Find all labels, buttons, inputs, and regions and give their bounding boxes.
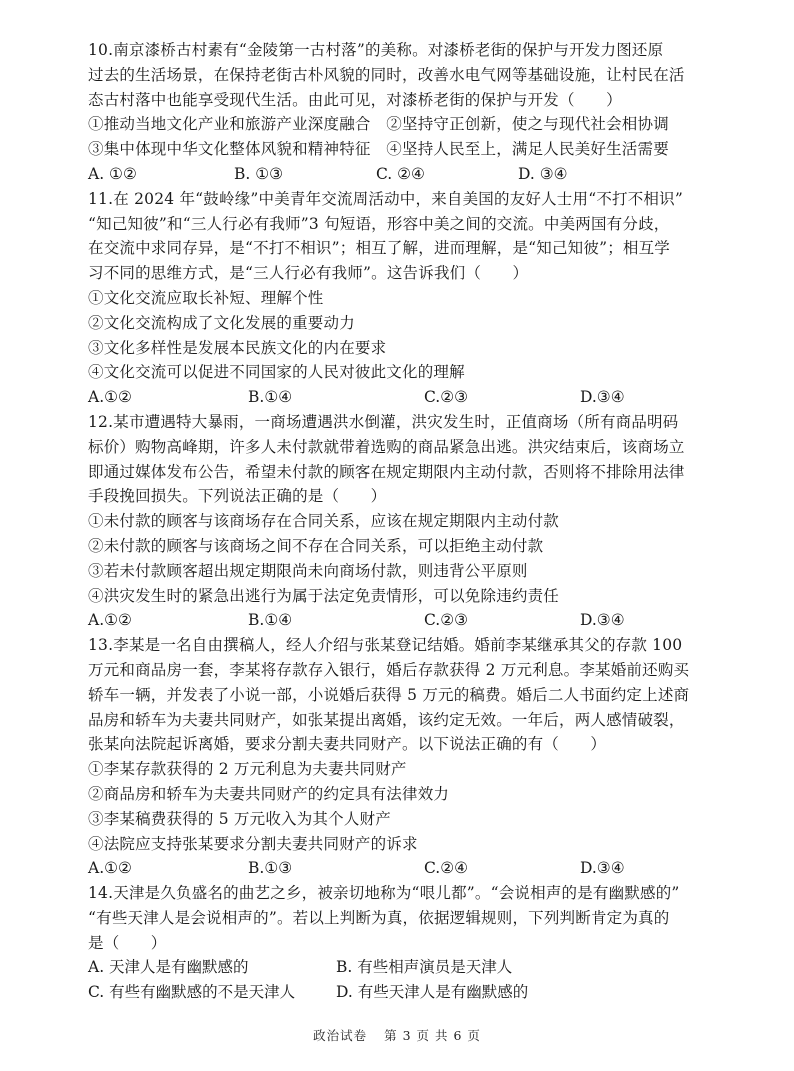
statement-line: ②文化交流构成了文化发展的重要动力 — [88, 313, 355, 332]
option-d: D. 有些天津人是有幽默感的 — [336, 983, 529, 1002]
statement-line: ④法院应支持张某要求分割夫妻共同财产的诉求 — [88, 834, 418, 853]
question-text-line: 10.南京漆桥古村素有“金陵第一古村落”的美称。对漆桥老街的保护与开发力图还原 — [88, 41, 664, 59]
answer-options — [88, 856, 728, 881]
question-text-line: 14.天津是久负盛名的曲艺之乡，被亲切地称为“哏儿都”。“会说相声的是有幽默感的” — [88, 884, 680, 903]
answer-options — [88, 385, 728, 410]
statement-line: ③文化多样性是发展本民族文化的内在要求 — [88, 338, 387, 357]
question-text-line: “有些天津人是会说相声的”。若以上判断为真，依据逻辑规则，下列判断肯定为真的 — [88, 908, 670, 927]
question-14 — [88, 881, 728, 1005]
option-b: B.①③ — [248, 859, 293, 878]
option-a: A. ①② — [88, 164, 137, 183]
option-a: A. 天津人是有幽默感的 — [88, 958, 249, 977]
statement-line: ②未付款的顾客与该商场之间不存在合同关系，可以拒绝主动付款 — [88, 536, 544, 555]
statement-line: ①推动当地文化产业和旅游产业深度融合 ②坚持守正创新，使之与现代社会相协调 — [88, 115, 669, 134]
question-text-line: 12.某市遭遇特大暴雨，一商场遭遇洪水倒灌，洪灾发生时，正值商场（所有商品明码 — [88, 412, 679, 431]
question-text-line: 过去的生活场景，在保持老街古朴风貌的同时，改善水电气网等基础设施，让村民在活 — [88, 65, 685, 84]
question-text-line: 即通过媒体发布公告，希望未付款的顾客在规定期限内主动付款，否则将不排除用法律 — [88, 462, 685, 481]
option-c: C.②③ — [424, 388, 469, 407]
answer-options-row-1 — [88, 955, 728, 980]
question-text-line: 轿车一辆，并发表了小说一部，小说婚后获得 5 万元的稿费。婚后二人书面约定上述商 — [88, 685, 690, 704]
question-text-line: 态古村落中也能享受现代生活。由此可见，对漆桥老街的保护与开发（ ） — [88, 90, 622, 109]
option-d: D.③④ — [580, 859, 625, 878]
option-d: D. ③④ — [518, 164, 568, 183]
answer-options-row-2 — [88, 980, 728, 1005]
question-10 — [88, 38, 728, 187]
answer-options — [88, 608, 728, 633]
question-text-line: 标价）购物高峰期，许多人未付款就带着选购的商品紧急出逃。洪灾结束后，该商场立 — [88, 437, 685, 456]
question-text-line: 11.在 2024 年“鼓岭缘”中美青年交流周活动中，来自美国的友好人士用“不打不相识” — [88, 189, 683, 208]
statement-line: ③李某稿费获得的 5 万元收入为其个人财产 — [88, 809, 391, 828]
question-text-line: 习不同的思维方式，是“三人行必有我师”。这告诉我们（ ） — [88, 264, 529, 283]
option-c: C. ②④ — [376, 164, 425, 183]
question-text-line: 万元和商品房一套，李某将存款存入银行，婚后存款获得 2 万元利息。李某婚前还购买 — [88, 660, 690, 679]
question-13 — [88, 633, 728, 881]
option-b: B.①④ — [248, 388, 293, 407]
footer-page-number: 第 3 页 共 6 页 — [384, 1028, 481, 1043]
question-text-line: 品房和轿车为夫妻共同财产，如张某提出离婚，该约定无效。一年后，两人感情破裂， — [88, 710, 685, 729]
option-b: B. ①③ — [234, 164, 284, 183]
question-text-line: 13.李某是一名自由撰稿人，经人介绍与张某登记结婚。婚前李某继承其父的存款 100 — [88, 636, 683, 655]
option-c: C.②④ — [424, 859, 469, 878]
statement-line: ③集中体现中华文化整体风貌和精神特征 ④坚持人民至上，满足人民美好生活需要 — [88, 140, 669, 159]
statement-line: ④洪灾发生时的紧急出逃行为属于法定免责情形，可以免除违约责任 — [88, 586, 560, 605]
statement-line: ②商品房和轿车为夫妻共同财产的约定具有法律效力 — [88, 784, 450, 803]
statement-line: ④文化交流可以促进不同国家的人民对彼此文化的理解 — [88, 363, 465, 382]
option-a: A.①② — [88, 388, 132, 407]
option-d: D.③④ — [580, 611, 625, 630]
option-a: A.①② — [88, 611, 132, 630]
question-text-line: 张某向法院起诉离婚，要求分割夫妻共同财产。以下说法正确的有（ ） — [88, 735, 607, 754]
statement-line: ①李某存款获得的 2 万元利息为夫妻共同财产 — [88, 760, 407, 779]
option-c: C. 有些有幽默感的不是天津人 — [88, 983, 296, 1002]
question-text-line: 在交流中求同存异，是“不打不相识”；相互了解，进而理解，是“知己知彼”；相互学 — [88, 239, 670, 258]
option-b: B. 有些相声演员是天津人 — [336, 958, 513, 977]
question-11 — [88, 187, 728, 410]
question-list — [88, 38, 728, 1005]
option-c: C.②③ — [424, 611, 469, 630]
option-a: A.①② — [88, 859, 132, 878]
option-b: B.①④ — [248, 611, 293, 630]
statement-line: ①未付款的顾客与该商场存在合同关系，应该在规定期限内主动付款 — [88, 512, 560, 531]
statement-line: ③若未付款顾客超出规定期限尚未向商场付款，则违背公平原则 — [88, 561, 528, 580]
answer-options — [88, 162, 728, 187]
option-d: D.③④ — [580, 388, 625, 407]
page-footer — [0, 1026, 794, 1044]
footer-subject: 政治试卷 — [313, 1028, 368, 1043]
question-12 — [88, 410, 728, 633]
question-text-line: “知己知彼”和“三人行必有我师”3 句短语，形容中美之间的交流。中美两国有分歧， — [88, 214, 670, 233]
question-text-line: 手段挽回损失。下列说法正确的是（ ） — [88, 487, 387, 506]
question-text-line: 是（ ） — [88, 933, 167, 952]
statement-line: ①文化交流应取长补短、理解个性 — [88, 288, 324, 307]
